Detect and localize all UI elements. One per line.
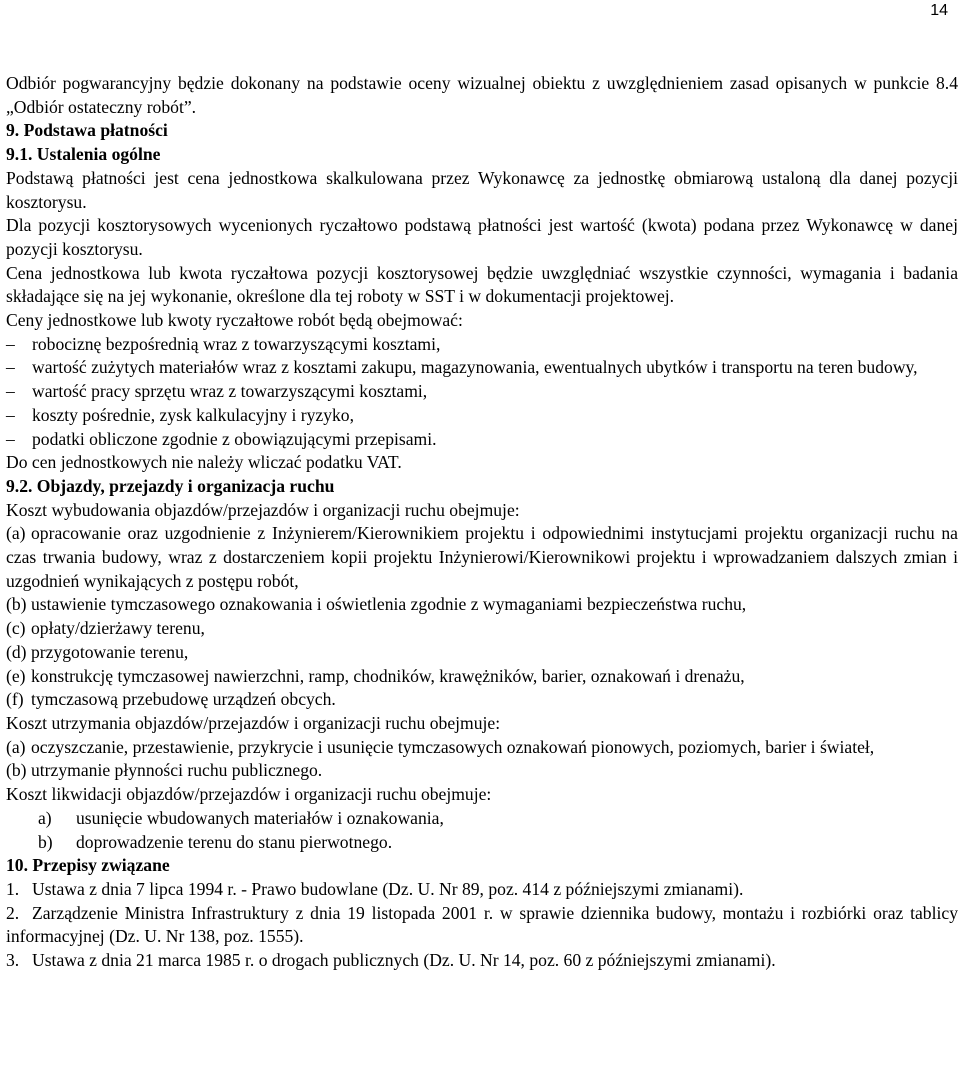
list-item: – podatki obliczone zgodnie z obowiązującymi przepisami. xyxy=(6,428,958,452)
list-item: (b) ustawienie tymczasowego oznakowania i oświetlenia zgodnie z wymaganiami bezpieczeństwa ruchu, xyxy=(6,594,747,615)
paragraph-liquidation-cost: Koszt likwidacji objazdów/przejazdów i organizacji ruchu obejmuje: xyxy=(6,784,492,805)
heading-9: 9. Podstawa płatności xyxy=(6,120,168,141)
list-item: (a) opracowanie oraz uzgodnienie z Inżynierem/Kierownikiem projektu i odpowiednimi instytucjami projektu organizacji ruchu na czas trwania budowy, wraz z dostarczeniem kopii projektu Inżynierowi/Kierownikowi projektu i wprowadzaniem dalszych zmian i uzgodnień wynikających z postępu robót, xyxy=(6,523,958,591)
list-item: – koszty pośrednie, zysk kalkulacyjny i ryzyko, xyxy=(6,404,958,428)
list-item: 3. Ustawa z dnia 21 marca 1985 r. o drogach publicznych (Dz. U. Nr 14, poz. 60 z późniejszymi zmianami). xyxy=(6,950,776,971)
list-item: 2. Zarządzenie Ministra Infrastruktury z dnia 19 listopada 2001 r. w sprawie dziennika budowy, montażu i rozbiórki oraz tablicy informacyjnej (Dz. U. Nr 138, poz. 1555). xyxy=(6,902,958,947)
paragraph-price-includes: Ceny jednostkowe lub kwoty ryczałtowe robót będą obejmować: xyxy=(6,310,463,331)
paragraph-lump-sum: Dla pozycji kosztorysowych wycenionych ryczałtowo podstawą płatności jest wartość (kwota) podana przez Wykonawcę w danej pozycji kosztorysu. xyxy=(6,215,958,259)
heading-9-1: 9.1. Ustalenia ogólne xyxy=(6,144,161,165)
list-item: (b) utrzymanie płynności ruchu publicznego. xyxy=(6,760,323,781)
list-item: b) doprowadzenie terenu do stanu pierwotnego. xyxy=(38,831,393,852)
paragraph-vat: Do cen jednostkowych nie należy wliczać podatku VAT. xyxy=(6,452,402,473)
paragraph-build-cost: Koszt wybudowania objazdów/przejazdów i organizacji ruchu obejmuje: xyxy=(6,499,520,520)
dash-bullet: – xyxy=(6,381,15,402)
dash-bullet: – xyxy=(6,428,15,449)
heading-9-2: 9.2. Objazdy, przejazdy i organizacja ruchu xyxy=(6,475,335,496)
dash-bullet: – xyxy=(6,333,15,354)
list-item: (a) oczyszczanie, przestawienie, przykrycie i usunięcie tymczasowych oznakowań pionowych, poziomych, barier i świateł, xyxy=(6,736,875,757)
list-item: 1. Ustawa z dnia 7 lipca 1994 r. - Prawo budowlane (Dz. U. Nr 89, poz. 414 z późniejszymi zmianami). xyxy=(6,878,744,899)
list-item: – wartość pracy sprzętu wraz z towarzyszącymi kosztami, xyxy=(6,380,958,404)
dash-bullet: – xyxy=(6,357,15,378)
paragraph-maintenance-cost: Koszt utrzymania objazdów/przejazdów i organizacji ruchu obejmuje: xyxy=(6,712,501,733)
list-item: (d) przygotowanie terenu, xyxy=(6,641,189,662)
document-body xyxy=(6,72,958,973)
list-item: (e) konstrukcję tymczasowej nawierzchni, ramp, chodników, krawężników, barier, oznakowań i drenażu, xyxy=(6,665,745,686)
heading-10: 10. Przepisy związane xyxy=(6,855,170,876)
paragraph-final-acceptance: Odbiór pogwarancyjny będzie dokonany na podstawie oceny wizualnej obiektu z uwzględnieniem zasad opisanych w punkcie 8.4 „Odbiór ostateczny robót”. xyxy=(6,73,958,117)
list-item: – robociznę bezpośrednią wraz z towarzyszącymi kosztami, xyxy=(6,333,958,357)
list-item: (f) tymczasową przebudowę urządzeń obcych. xyxy=(6,689,336,710)
list-item: – wartość zużytych materiałów wraz z kosztami zakupu, magazynowania, ewentualnych ubytków i transportu na teren budowy, xyxy=(6,356,958,380)
list-item: a) usunięcie wbudowanych materiałów i oznakowania, xyxy=(38,807,444,828)
list-item: (c) opłaty/dzierżawy terenu, xyxy=(6,618,205,639)
paragraph-payment-basis: Podstawą płatności jest cena jednostkowa skalkulowana przez Wykonawcę za jednostkę obmiarową ustaloną dla danej pozycji kosztorysu. xyxy=(6,167,958,212)
paragraph-unit-price: Cena jednostkowa lub kwota ryczałtowa pozycji kosztorysowej będzie uwzględniać wszystkie czynności, wymagania i badania składające się na jej wykonanie, określone dla tej roboty w SST i w dokumentacji projektowej. xyxy=(6,262,958,307)
page-number: 14 xyxy=(930,2,948,19)
dash-bullet: – xyxy=(6,404,15,425)
